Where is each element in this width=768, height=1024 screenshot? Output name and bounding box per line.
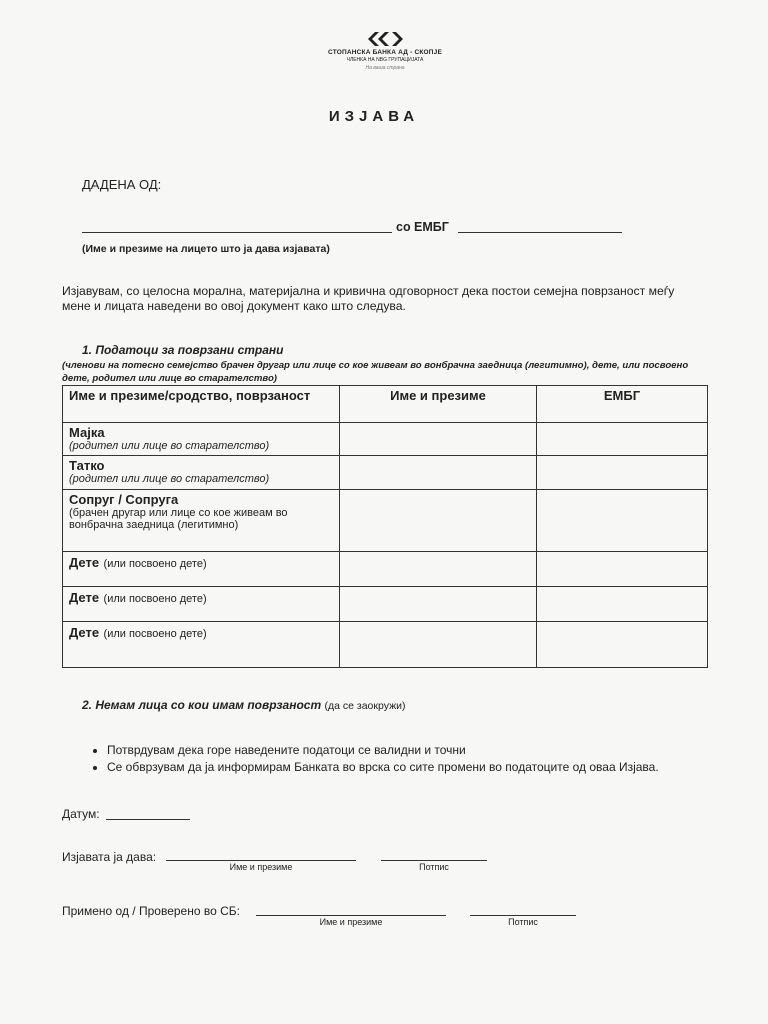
bank-group: ЧЛЕНКА НА NBG ГРУПАЦИЈАТА — [346, 57, 424, 63]
document-title: ИЗЈАВА — [328, 108, 420, 125]
given-by-signature-field[interactable] — [381, 860, 487, 861]
bank-tagline: На ваша страна — [365, 65, 405, 71]
section-2-note: (да се заокружи) — [324, 700, 406, 712]
section-1-subtitle: (членови на потесно семејство брачен другар или лице со кое живеам во вонбрачна заедница (легитимно), дете, или посвоено дете, родител или лице во старателство) — [62, 360, 689, 384]
embg-cell[interactable] — [537, 552, 708, 587]
row-relation-cell — [63, 490, 340, 552]
row-relation-cell — [63, 552, 340, 587]
table-row — [63, 423, 708, 456]
given-from-label: ДАДЕНА ОД: — [82, 177, 162, 192]
list-item: • Потврдувам дека горе наведените податоци се валидни и точни — [107, 742, 659, 759]
row-inline-note: (или посвоено дете) — [103, 558, 207, 570]
name-cell[interactable] — [340, 423, 537, 456]
table-header-row — [63, 386, 708, 423]
row-label: Мајка — [69, 425, 105, 440]
bank-name: СТОПАНСКА БАНКА АД - СКОПЈЕ — [328, 49, 442, 56]
name-cell[interactable] — [340, 490, 537, 552]
table-row — [63, 552, 708, 587]
embg-cell[interactable] — [537, 622, 708, 668]
row-label: Татко — [69, 458, 105, 473]
row-relation-cell — [63, 456, 340, 490]
name-cell[interactable] — [340, 456, 537, 490]
row-note: (брачен другар или лице со кое живеам во вонбрачна заедница (легитимно) — [69, 507, 288, 531]
table-row — [63, 622, 708, 668]
row-label: Дете — [69, 590, 100, 605]
section-1-title: 1. Податоци за поврзани страни — [82, 343, 284, 357]
related-parties-table — [62, 385, 708, 668]
row-note: (родител или лице во старателство) — [69, 440, 270, 452]
row-label: Дете — [69, 555, 100, 570]
embg-cell[interactable] — [537, 587, 708, 622]
section-2-title: 2. Немам лица со кои имам поврзаност — [82, 698, 322, 712]
received-by-name-field[interactable] — [256, 915, 446, 916]
given-by-signature-caption: Потпис — [419, 862, 449, 872]
declarant-name-note: (Име и презиме на лицето што ја дава изјавата) — [82, 243, 330, 255]
bank-logo — [300, 30, 470, 71]
embg-cell[interactable] — [537, 490, 708, 552]
table-header-embg: ЕМБГ — [537, 386, 708, 423]
section-2 — [82, 698, 405, 712]
table-row — [63, 587, 708, 622]
received-by-name-caption: Име и презиме — [319, 917, 383, 927]
name-cell[interactable] — [340, 587, 537, 622]
name-cell[interactable] — [340, 552, 537, 587]
table-header-relation: Име и презиме/сродство, поврзаност — [63, 386, 340, 423]
embg-cell[interactable] — [537, 456, 708, 490]
confirmation-list — [90, 742, 659, 776]
bank-logo-icon — [365, 30, 405, 48]
received-by-signature-caption: Потпис — [508, 917, 538, 927]
date-label: Датум: — [62, 807, 100, 821]
embg-label: со ЕМБГ — [396, 220, 449, 234]
row-note: (родител или лице во старателство) — [69, 473, 270, 485]
row-label: Дете — [69, 625, 100, 640]
row-relation-cell — [63, 622, 340, 668]
table-row — [63, 490, 708, 552]
embg-cell[interactable] — [537, 423, 708, 456]
declarant-name-field[interactable] — [82, 232, 392, 233]
table-header-name: Име и презиме — [340, 386, 537, 423]
row-relation-cell — [63, 587, 340, 622]
received-by-label: Примено од / Проверено во СБ: — [62, 904, 240, 918]
given-by-name-caption: Име и презиме — [229, 862, 293, 872]
row-inline-note: (или посвоено дете) — [103, 628, 207, 640]
table-row — [63, 456, 708, 490]
name-cell[interactable] — [340, 622, 537, 668]
declarant-embg-field[interactable] — [458, 232, 622, 233]
intro-paragraph: Изјавувам, со целосна морална, материјална и кривична одговорност дека постои семејна поврзаност меѓу мене и лицата наведени во овој документ како што следува. — [62, 284, 675, 313]
list-item: • Се обврзувам да ја информирам Банката во врска со сите промени во податоците од оваа Изјава. — [107, 759, 659, 776]
given-by-label: Изјавата ја дава: — [62, 850, 157, 864]
row-inline-note: (или посвоено дете) — [103, 593, 207, 605]
given-by-name-field[interactable] — [166, 860, 356, 861]
received-by-signature-field[interactable] — [470, 915, 576, 916]
row-label: Сопруг / Сопруга — [69, 492, 179, 507]
date-field[interactable] — [106, 819, 190, 820]
row-relation-cell — [63, 423, 340, 456]
